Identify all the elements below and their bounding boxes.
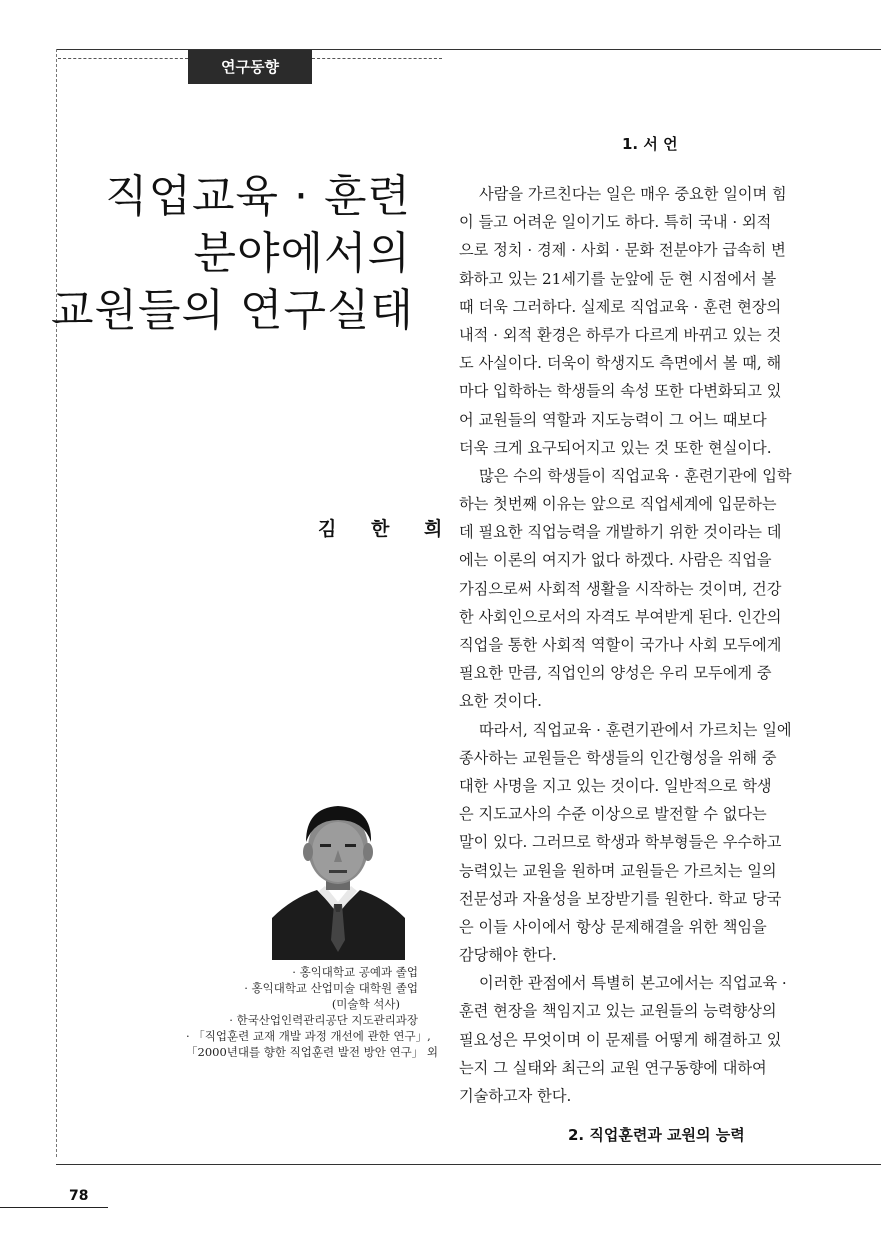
body-line: 직업을 통한 사회적 역할이 국가나 사회 모두에게 <box>459 636 782 654</box>
body-line: 기술하고자 한다. <box>459 1087 572 1105</box>
bio-line: · 홍익대학교 산업미술 대학원 졸업 <box>244 981 418 995</box>
body-line: 에는 이론의 여지가 없다 하겠다. 사람은 직업을 <box>459 551 772 570</box>
section-heading-intro: 1. 서 언 <box>622 135 678 153</box>
top-rule <box>56 49 881 50</box>
page-number-rule <box>0 1207 108 1208</box>
title-line: 직업교육 · 훈련 <box>105 171 411 222</box>
body-line: 마다 입학하는 학생들의 속성 또한 다변화되고 있 <box>459 382 782 401</box>
bottom-rule <box>56 1164 881 1165</box>
body-line: 요한 것이다. <box>459 692 543 711</box>
bio-line: · 한국산업인력관리공단 지도관리과장 <box>229 1013 418 1027</box>
section-tag: 연구동향 <box>188 50 312 84</box>
section-heading-training: 2. 직업훈련과 교원의 능력 <box>568 1126 745 1144</box>
body-line: 사람을 가르친다는 일은 매우 중요한 일이며 힘 <box>479 185 787 203</box>
body-line: 때 더욱 그러하다. 실제로 직업교육 · 훈련 현장의 <box>459 297 782 316</box>
body-line: 훈련 현장을 책임지고 있는 교원들의 능력향상의 <box>459 1002 777 1021</box>
author-bio <box>186 964 438 1060</box>
title-line: 분야에서의 <box>193 228 411 279</box>
article-body <box>459 180 831 1110</box>
body-line: 으로 정치 · 경제 · 사회 · 문화 전분야가 급속히 변 <box>459 241 786 260</box>
body-line: 이 들고 어려운 일이기도 하다. 특히 국내 · 외적 <box>459 213 772 232</box>
body-line: 내적 · 외적 환경은 하루가 다르게 바뀌고 있는 것 <box>459 325 782 344</box>
body-line: 더욱 크게 요구되어지고 있는 것 또한 현실이다. <box>459 438 772 457</box>
body-line: 종사하는 교원들은 학생들의 인간형성을 위해 중 <box>459 748 777 767</box>
body-line: 화하고 있는 21세기를 눈앞에 둔 현 시점에서 볼 <box>459 269 777 288</box>
body-line: 필요한 만큼, 직업인의 양성은 우리 모두에게 중 <box>459 664 772 683</box>
body-line: 데 필요한 직업능력을 개발하기 위한 것이라는 데 <box>459 523 782 542</box>
body-line: 가짐으로써 사회적 생활을 시작하는 것이며, 건강 <box>459 579 782 598</box>
body-line: 은 이들 사이에서 항상 문제해결을 위한 책임을 <box>459 917 767 936</box>
title-line: 교원들의 연구실태 <box>51 285 415 336</box>
body-line: 한 사회인으로서의 자격도 부여받게 된다. 인간의 <box>459 607 782 626</box>
body-line: 은 지도교사의 수준 이상으로 발전할 수 없다는 <box>459 805 767 824</box>
top-rule-dashed-right <box>312 58 442 59</box>
bio-line: · 「직업훈련 교재 개발 과정 개선에 관한 연구」, <box>186 1029 431 1043</box>
body-line: 어 교원들의 역할과 지도능력이 그 어느 때보다 <box>459 410 767 429</box>
body-line: 대한 사명을 지고 있는 것이다. 일반적으로 학생 <box>459 776 772 795</box>
top-rule-dashed-left <box>58 58 188 59</box>
body-line: 많은 수의 학생들이 직업교육 · 훈련기관에 입학 <box>479 466 792 485</box>
bio-line: (미술학 석사) <box>331 997 400 1011</box>
body-line: 필요성은 무엇이며 이 문제를 어떻게 해결하고 있 <box>459 1030 782 1049</box>
body-line: 감당해야 한다. <box>459 946 557 965</box>
bio-line: · 홍익대학교 공예과 졸업 <box>292 965 418 979</box>
article-title <box>51 168 415 339</box>
author-photo <box>272 790 405 960</box>
body-line: 전문성과 자율성을 보장받기를 원한다. 학교 당국 <box>459 889 782 908</box>
body-line: 이러한 관점에서 특별히 본고에서는 직업교육 · <box>479 974 787 993</box>
author-name: 김 한 희 <box>318 518 457 540</box>
body-line: 도 사실이다. 더욱이 학생지도 측면에서 볼 때, 해 <box>459 354 782 373</box>
body-line: 따라서, 직업교육 · 훈련기관에서 가르치는 일에 <box>479 720 792 739</box>
body-line: 능력있는 교원을 원하며 교원들은 가르치는 일의 <box>459 861 777 880</box>
body-line: 하는 첫번째 이유는 앞으로 직업세계에 입문하는 <box>459 495 777 514</box>
author-portrait-image <box>272 790 405 960</box>
bio-line: 「2000년대를 향한 직업훈련 발전 방안 연구」 외 <box>186 1045 438 1059</box>
body-line: 말이 있다. 그러므로 학생과 학부형들은 우수하고 <box>459 833 782 852</box>
body-line: 는지 그 실태와 최근의 교원 연구동향에 대하여 <box>459 1058 767 1077</box>
page-number: 78 <box>69 1188 89 1204</box>
